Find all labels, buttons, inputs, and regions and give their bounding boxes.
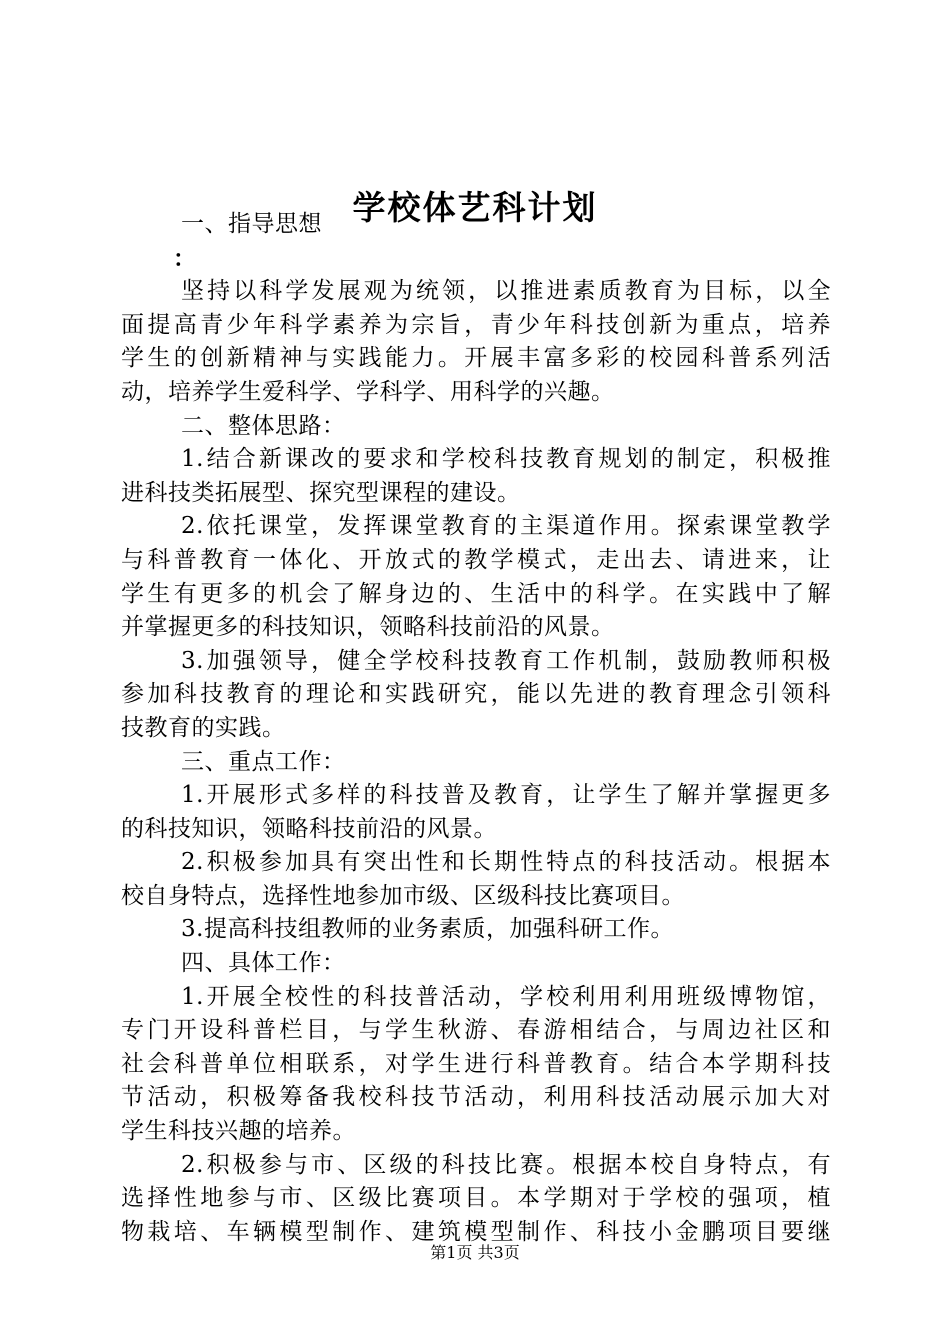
- section-heading: 四、具体工作：: [181, 950, 346, 977]
- text-line: 学生科技兴趣的培养。: [121, 1118, 356, 1145]
- text-line: 并掌握更多的科技知识，领略科技前沿的风景。: [121, 614, 615, 641]
- text-line: 1.开展形式多样的科技普及教育，让学生了解并掌握更多: [181, 782, 831, 809]
- text-line: 节活动，积极筹备我校科技节活动，利用科技活动展示加大对: [121, 1084, 831, 1111]
- text-line: 1.结合新课改的要求和学校科技教育规划的制定，积极推: [181, 446, 831, 473]
- text-line: 学生的创新精神与实践能力。开展丰富多彩的校园科普系列活: [121, 345, 831, 372]
- text-line: 物栽培、车辆模型制作、建筑模型制作、科技小金鹏项目要继: [121, 1218, 831, 1245]
- section-heading: 一、指导思想: [181, 211, 322, 237]
- text-line: 3.加强领导，健全学校科技教育工作机制，鼓励教师积极: [181, 647, 831, 674]
- text-line: 2.积极参加具有突出性和长期性特点的科技活动。根据本: [181, 849, 831, 876]
- text-line: 2.积极参与市、区级的科技比赛。根据本校自身特点，有: [181, 1151, 831, 1178]
- text-line: 社会科普单位相联系，对学生进行科普教育。结合本学期科技: [121, 1050, 831, 1077]
- text-line: 参加科技教育的理论和实践研究，能以先进的教育理念引领科: [121, 681, 831, 708]
- text-line: 坚持以科学发展观为统领，以推进素质教育为目标，以全: [181, 278, 831, 305]
- text-line: 进科技类拓展型、探究型课程的建设。: [121, 479, 521, 506]
- section-heading: 二、整体思路：: [181, 412, 346, 439]
- text-line: 1.开展全校性的科技普活动，学校利用利用班级博物馆，: [181, 983, 831, 1010]
- text-line: 与科普教育一体化、开放式的教学模式，走出去、请进来，让: [121, 546, 831, 573]
- text-line: 面提高青少年科学素养为宗旨，青少年科技创新为重点，培养: [121, 311, 831, 338]
- document-body: [121, 208, 831, 1249]
- text-line: 选择性地参与市、区级比赛项目。本学期对于学校的强项，植: [121, 1185, 831, 1212]
- page-number-footer: 第1页 共3页: [430, 1243, 520, 1262]
- document-title: 学校体艺科计划: [352, 188, 598, 227]
- text-line: 动，培养学生爱科学、学科学、用科学的兴趣。: [121, 378, 615, 405]
- text-line: 2.依托课堂，发挥课堂教育的主渠道作用。探索课堂教学: [181, 513, 831, 540]
- text-line: 技教育的实践。: [121, 714, 286, 741]
- text-line: ：: [173, 244, 197, 272]
- text-line: 学生有更多的机会了解身边的、生活中的科学。在实践中了解: [121, 580, 831, 607]
- section-heading: 三、重点工作：: [181, 748, 346, 775]
- text-line: 校自身特点，选择性地参加市级、区级科技比赛项目。: [121, 882, 685, 909]
- text-line: 专门开设科普栏目，与学生秋游、春游相结合，与周边社区和: [121, 1017, 831, 1044]
- text-line: 的科技知识，领略科技前沿的风景。: [121, 815, 497, 842]
- text-line: 3.提高科技组教师的业务素质，加强科研工作。: [181, 916, 674, 943]
